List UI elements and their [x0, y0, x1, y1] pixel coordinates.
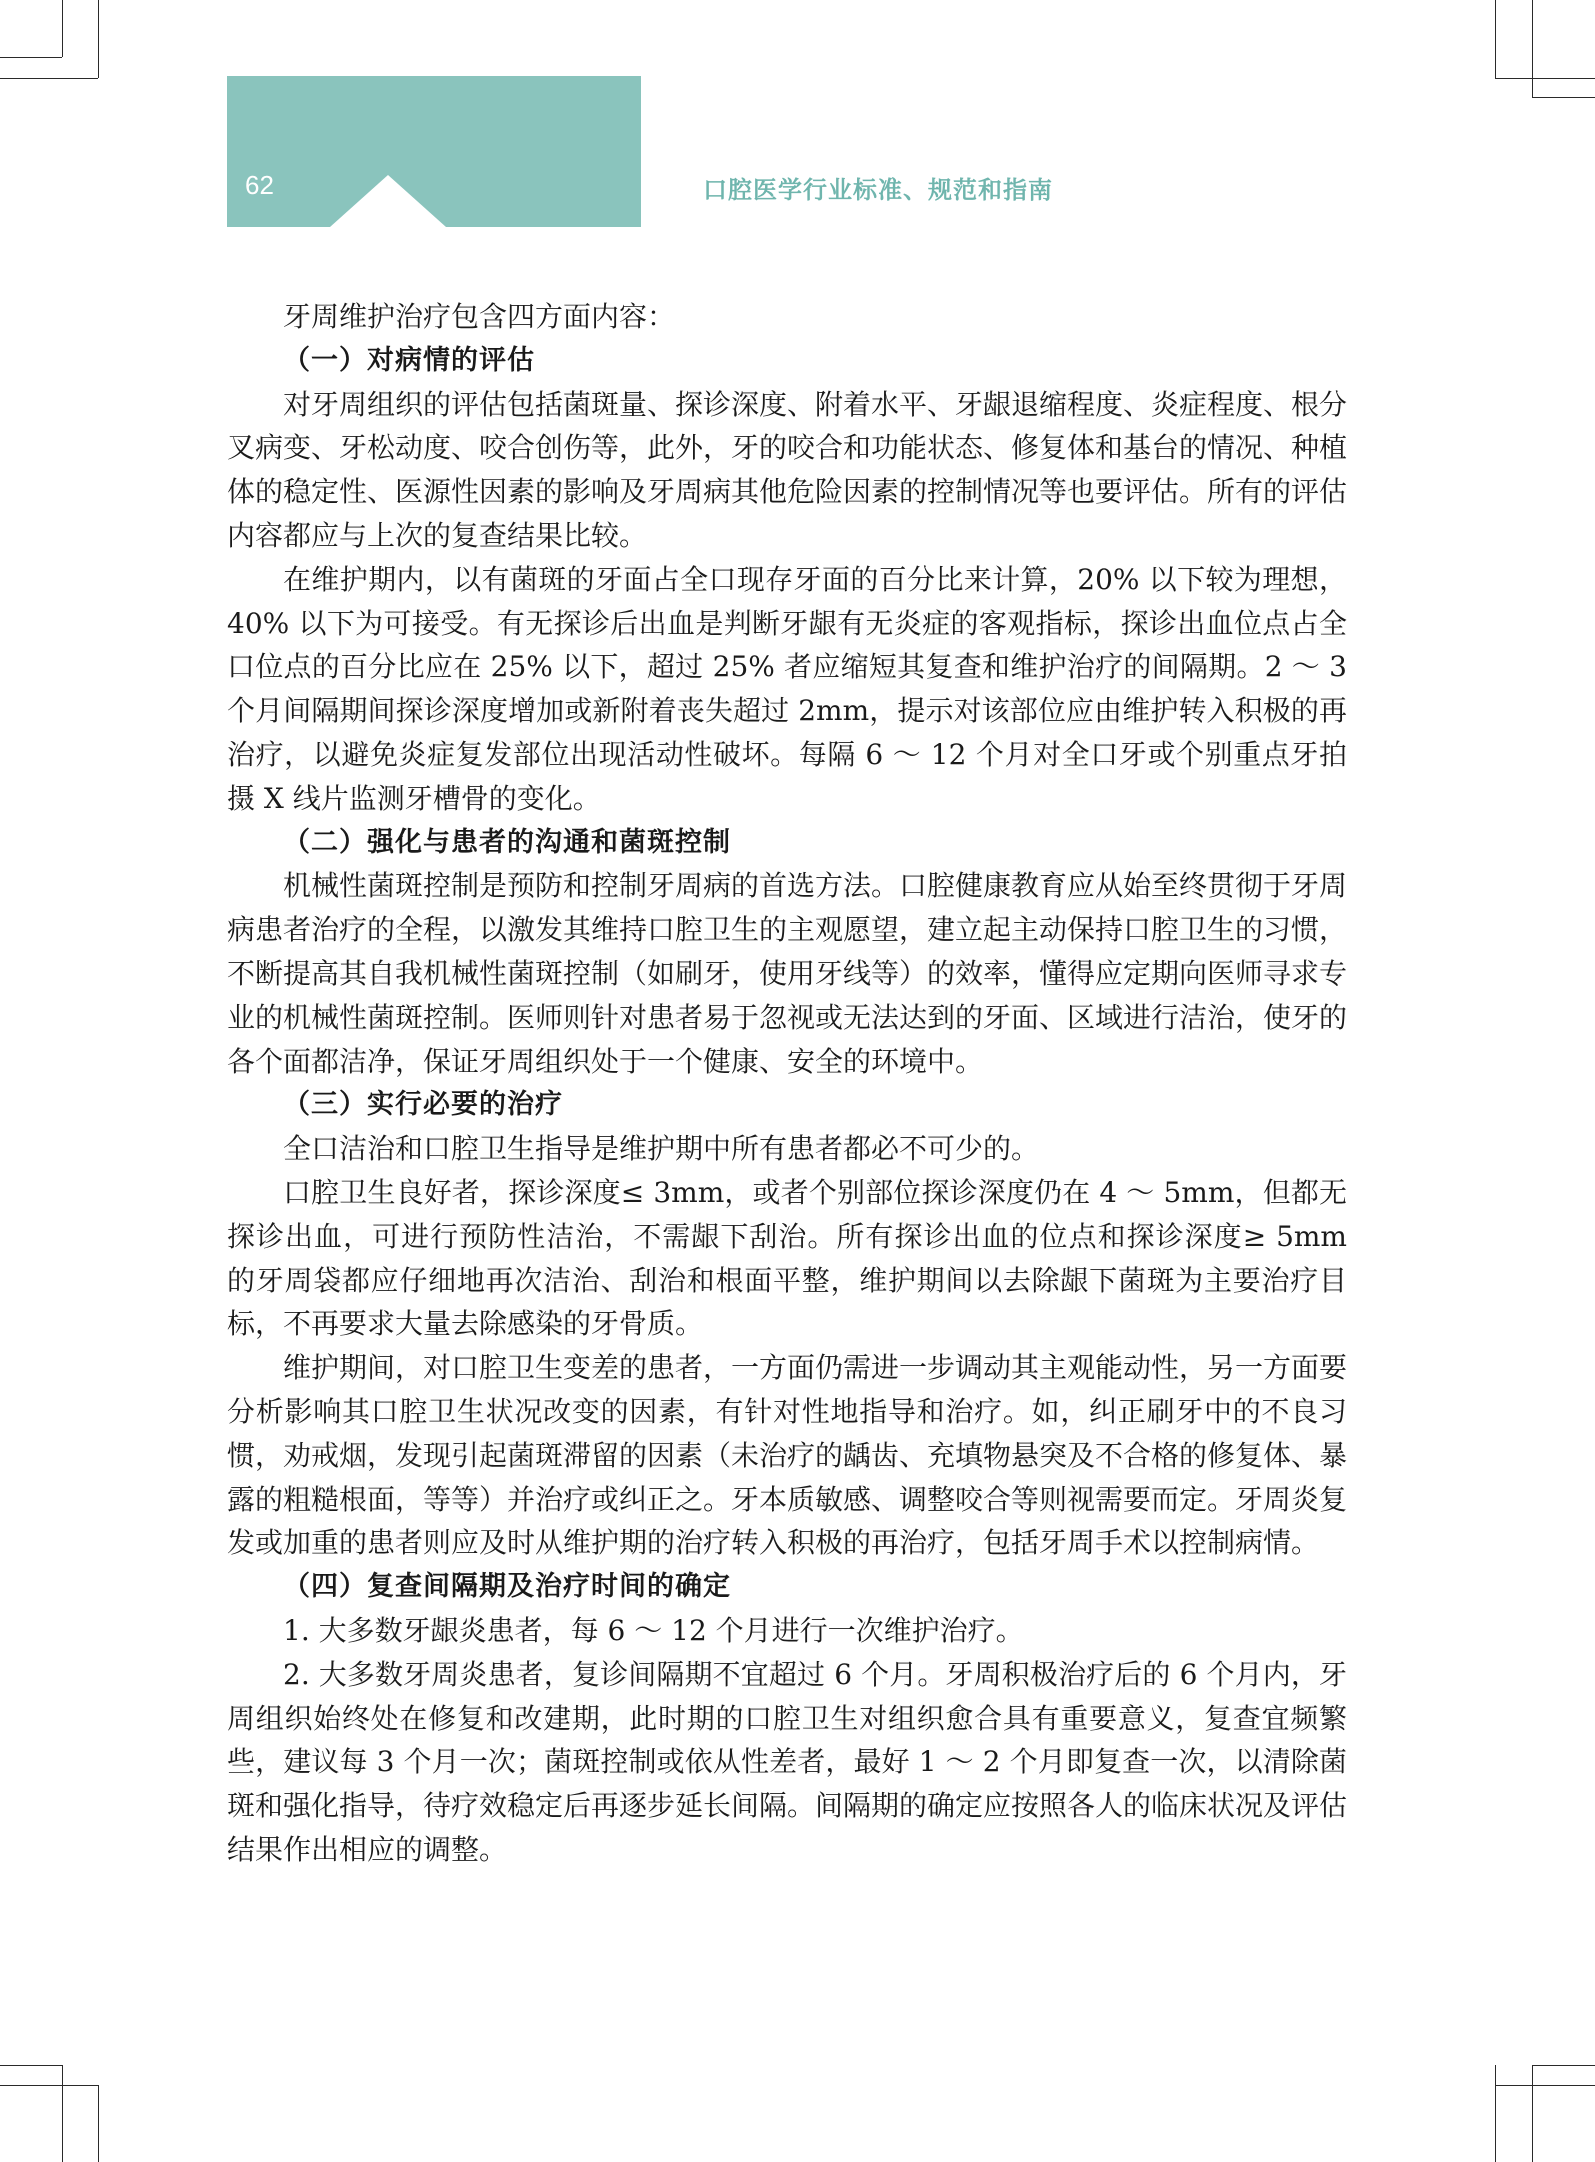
paragraph: 口腔卫生良好者，探诊深度≤ 3mm，或者个别部位探诊深度仍在 4 ～ 5mm，但都无探诊出血，可进行预防性洁治，不需龈下刮治。所有探诊出血的位点和探诊深度≥ 5mm 的牙周袋都应仔细地再次洁治、刮治和根面平整，维护期间以去除龈下菌斑为主要治疗目标，不再要求大量去除感染的牙骨质。: [227, 1175, 1347, 1341]
crop-mark: [0, 78, 98, 79]
section-heading: （一）对病情的评估: [283, 344, 535, 376]
crop-mark: [0, 57, 62, 58]
paragraph: 全口洁治和口腔卫生指导是维护期中所有患者都必不可少的。: [283, 1132, 1040, 1166]
crop-mark: [98, 0, 99, 78]
crop-mark: [1495, 0, 1496, 78]
crop-mark: [0, 2085, 98, 2086]
running-title: 口腔医学行业标准、规范和指南: [703, 176, 1053, 204]
section-heading: （四）复查间隔期及治疗时间的确定: [283, 1571, 731, 1603]
crop-mark: [98, 2085, 99, 2162]
section-heading: （二）强化与患者的沟通和菌斑控制: [283, 826, 731, 858]
paragraph: 维护期间，对口腔卫生变差的患者，一方面仍需进一步调动其主观能动性，另一方面要分析影响其口腔卫生状况改变的因素，有针对性地指导和治疗。如，纠正刷牙中的不良习惯，劝戒烟，发现引起菌斑滞留的因素（未治疗的龋齿、充填物悬突及不合格的修复体、暴露的粗糙根面，等等）并治疗或纠正之。牙本质敏感、调整咬合等则视需要而定。牙周炎复发或加重的患者则应及时从维护期的治疗转入积极的再治疗，包括牙周手术以控制病情。: [227, 1351, 1348, 1560]
crop-mark: [62, 0, 63, 57]
document-body: [227, 295, 1347, 1872]
page-number: 62: [245, 170, 274, 200]
crop-mark: [1532, 0, 1533, 97]
crop-mark: [1532, 97, 1595, 98]
paragraph: 对牙周组织的评估包括菌斑量、探诊深度、附着水平、牙龈退缩程度、炎症程度、根分叉病变、牙松动度、咬合创伤等，此外，牙的咬合和功能状态、修复体和基台的情况、种植体的稳定性、医源性因素的影响及牙周病其他危险因素的控制情况等也要评估。所有的评估内容都应与上次的复查结果比较。: [227, 387, 1348, 552]
paragraph: 机械性菌斑控制是预防和控制牙周病的首选方法。口腔健康教育应从始至终贯彻于牙周病患者治疗的全程，以激发其维持口腔卫生的主观愿望，建立起主动保持口腔卫生的习惯，不断提高其自我机械性菌斑控制（如刷牙，使用牙线等）的效率，懂得应定期向医师寻求专业的机械性菌斑控制。医师则针对患者易于忽视或无法达到的牙面、区域进行洁治，使牙的各个面都洁净，保证牙周组织处于一个健康、安全的环境中。: [227, 869, 1348, 1078]
crop-mark: [1532, 2065, 1533, 2162]
paragraph: 牙周维护治疗包含四方面内容：: [283, 300, 676, 333]
section-heading: （三）实行必要的治疗: [283, 1089, 563, 1121]
crop-mark: [62, 2065, 63, 2162]
crop-mark: [1532, 2065, 1595, 2066]
crop-mark: [1495, 2085, 1595, 2086]
crop-mark: [1495, 2065, 1496, 2162]
paragraph: 在维护期内，以有菌斑的牙面占全口现存牙面的百分比来计算，20% 以下较为理想，40% 以下为可接受。有无探诊后出血是判断牙龈有无炎症的客观指标，探诊出血位点占全口位点的百分比应在 25% 以下，超过 25% 者应缩短其复查和维护治疗的间隔期。2 ～ 3 个月间隔期间探诊深度增加或新附着丧失超过 2mm，提示对该部位应由维护转入积极的再治疗，以避免炎症复发部位出现活动性破坏。每隔 6 ～ 12 个月对全口牙或个别重点牙拍摄 X 线片监测牙槽骨的变化。: [227, 562, 1347, 815]
paragraph: 1. 大多数牙龈炎患者，每 6 ～ 12 个月进行一次维护治疗。: [283, 1613, 1024, 1647]
crop-mark: [0, 2065, 62, 2066]
header-notch: [330, 175, 446, 227]
paragraph: 2. 大多数牙周炎患者，复诊间隔期不宜超过 6 个月。牙周积极治疗后的 6 个月内，牙周组织始终处在修复和改建期，此时期的口腔卫生对组织愈合具有重要意义，复查宜频繁些，建议每 3 个月一次；菌斑控制或依从性差者，最好 1 ～ 2 个月即复查一次，以清除菌斑和强化指导，待疗效稳定后再逐步延长间隔。间隔期的确定应按照各人的临床状况及评估结果作出相应的调整。: [227, 1657, 1348, 1866]
crop-mark: [1495, 78, 1595, 79]
